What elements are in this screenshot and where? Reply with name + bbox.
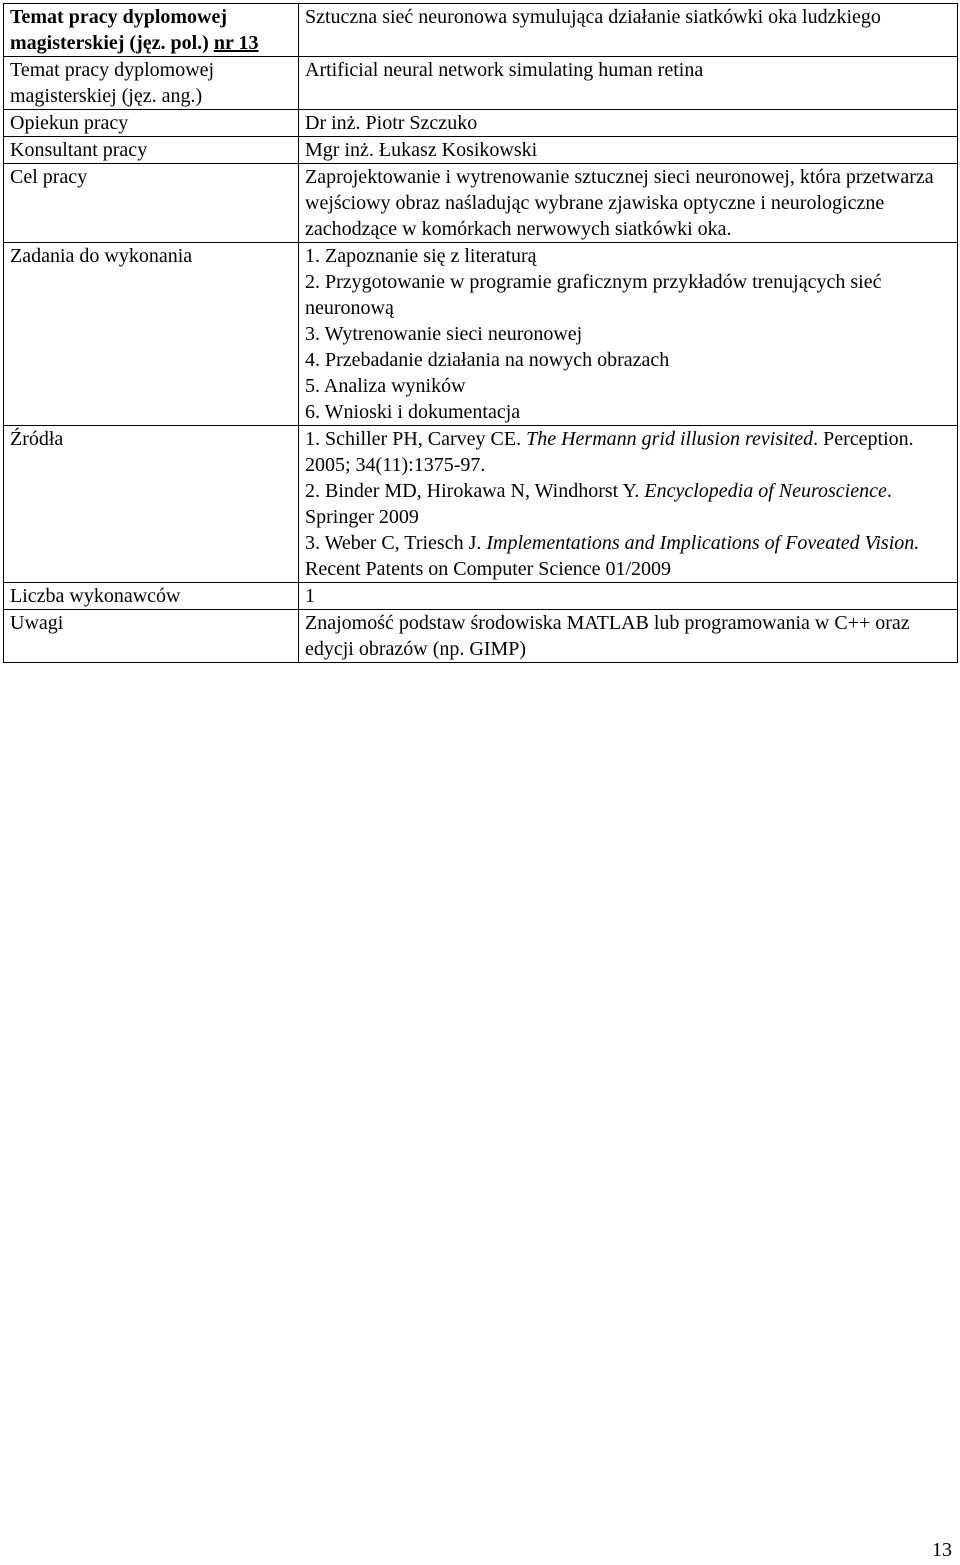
value-sources xyxy=(299,426,958,583)
source-title: Encyclopedia of Neuroscience xyxy=(644,480,887,502)
row-consultant xyxy=(4,137,958,164)
value-consultant: Mgr inż. Łukasz Kosikowski xyxy=(299,137,958,164)
value-supervisor: Dr inż. Piotr Szczuko xyxy=(299,110,958,137)
source-title: The Hermann grid illusion revisited xyxy=(526,428,814,450)
value-goal: Zaprojektowanie i wytrenowanie sztucznej sieci neuronowej, która przetwarza wejściowy obraz naśladując wybrane zjawiska optyczne i neurologiczne zachodzące w komórkach nerwowych siatkówki oka. xyxy=(299,164,958,243)
page-number: 13 xyxy=(932,1539,952,1561)
value-tasks xyxy=(299,243,958,426)
label-authors-count: Liczba wykonawców xyxy=(4,583,299,610)
label-title-pl-line1: Temat pracy dyplomowej xyxy=(10,6,228,28)
source-authors: 3. Weber C, Triesch J. xyxy=(305,532,487,554)
task-item: 4. Przebadanie działania na nowych obrazach xyxy=(305,349,670,371)
value-authors-count: 1 xyxy=(299,583,958,610)
label-title-en xyxy=(4,57,299,110)
source-item xyxy=(305,478,951,530)
label-title-pl xyxy=(4,4,299,57)
row-goal xyxy=(4,164,958,243)
label-sources: Źródła xyxy=(4,426,299,583)
thesis-topic-table xyxy=(3,3,958,663)
row-supervisor xyxy=(4,110,958,137)
row-authors-count xyxy=(4,583,958,610)
label-title-en-line2: magisterskiej (jęz. ang.) xyxy=(10,85,203,107)
task-item: 1. Zapoznanie się z literaturą xyxy=(305,245,537,267)
label-tasks: Zadania do wykonania xyxy=(4,243,299,426)
task-item: 3. Wytrenowanie sieci neuronowej xyxy=(305,323,583,345)
task-item: 2. Przygotowanie w programie graficznym przykładów trenujących sieć neuronową xyxy=(305,271,882,319)
row-title-en xyxy=(4,57,958,110)
source-publication: . Springer 2009 xyxy=(305,480,892,528)
source-publication: Recent Patents on Computer Science 01/2009 xyxy=(305,558,672,580)
row-tasks xyxy=(4,243,958,426)
label-goal: Cel pracy xyxy=(4,164,299,243)
source-item xyxy=(305,530,951,582)
source-title: Implementations and Implications of Foveated Vision. xyxy=(486,532,920,554)
source-authors: 1. Schiller PH, Carvey CE. xyxy=(305,428,527,450)
label-consultant: Konsultant pracy xyxy=(4,137,299,164)
label-title-en-line1: Temat pracy dyplomowej xyxy=(10,59,215,81)
label-notes: Uwagi xyxy=(4,610,299,663)
source-authors: 2. Binder MD, Hirokawa N, Windhorst Y. xyxy=(305,480,645,502)
task-item: 5. Analiza wyników xyxy=(305,375,466,397)
row-notes xyxy=(4,610,958,663)
label-supervisor: Opiekun pracy xyxy=(4,110,299,137)
label-title-pl-number: nr 13 xyxy=(213,32,259,54)
label-title-pl-lang: magisterskiej (jęz. pol.) xyxy=(10,32,209,54)
row-title-pl xyxy=(4,4,958,57)
value-notes: Znajomość podstaw środowiska MATLAB lub programowania w C++ oraz edycji obrazów (np. GIMP) xyxy=(299,610,958,663)
label-title-pl-line2 xyxy=(10,30,292,56)
source-item xyxy=(305,426,951,478)
source-publication: . Perception. 2005; 34(11):1375-97. xyxy=(305,428,914,476)
task-item: 6. Wnioski i dokumentacja xyxy=(305,401,521,423)
value-title-pl: Sztuczna sieć neuronowa symulująca działanie siatkówki oka ludzkiego xyxy=(299,4,958,57)
value-title-en: Artificial neural network simulating human retina xyxy=(299,57,958,110)
row-sources xyxy=(4,426,958,583)
